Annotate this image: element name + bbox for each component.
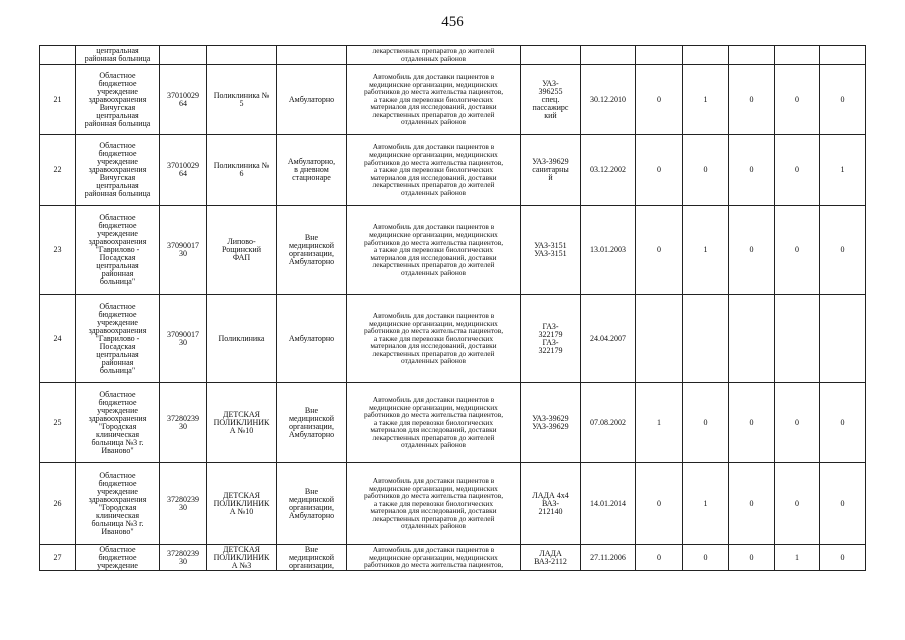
value-cell [729, 295, 775, 383]
service-type-cell: Вне медицинской организации, Амбулаторно [277, 383, 347, 463]
unit-cell: ДЕТСКАЯ ПОЛИКЛИНИК А №3 [207, 545, 277, 571]
service-type-cell [277, 46, 347, 65]
value-cell: 0 [729, 65, 775, 135]
row-number-cell: 23 [40, 206, 76, 295]
value-cell: 0 [729, 206, 775, 295]
value-cell [636, 295, 683, 383]
value-cell [820, 295, 866, 383]
code-cell: 37280239 30 [160, 383, 207, 463]
value-cell: 1 [683, 65, 729, 135]
row-number-cell: 21 [40, 65, 76, 135]
value-cell [683, 295, 729, 383]
service-type-cell: Амбулаторно, в дневном стационаре [277, 135, 347, 206]
purpose-cell: Автомобиль для доставки пациентов в медицинские организации, медицинских работников до места жительства пациентов, а также для перевозки биологических материалов для исследований, доставки лекарственных препаратов до жителей отдаленных районов [347, 65, 521, 135]
table-row [40, 545, 866, 571]
date-cell: 27.11.2006 [581, 545, 636, 571]
date-cell [581, 46, 636, 65]
value-cell: 0 [636, 463, 683, 545]
value-cell: 0 [775, 65, 820, 135]
value-cell: 1 [683, 206, 729, 295]
organization-cell: центральная районная больница [76, 46, 160, 65]
value-cell: 1 [636, 383, 683, 463]
service-type-cell: Вне медицинской организации, [277, 545, 347, 571]
organization-cell: Областное бюджетное учреждение здравоохранения Вичугская центральная районная больница [76, 135, 160, 206]
vehicle-cell: ГАЗ- 322179 ГАЗ- 322179 [521, 295, 581, 383]
value-cell: 0 [820, 65, 866, 135]
service-type-cell: Вне медицинской организации, Амбулаторно [277, 206, 347, 295]
vehicle-cell: ЛАДА 4x4 ВАЗ- 212140 [521, 463, 581, 545]
row-number-cell: 22 [40, 135, 76, 206]
service-type-cell: Амбулаторно [277, 65, 347, 135]
purpose-cell: Автомобиль для доставки пациентов в медицинские организации, медицинских работников до места жительства пациентов, а также для перевозки биологических материалов для исследований, доставки лекарственных препаратов до жителей отдаленных районов [347, 463, 521, 545]
table-row [40, 65, 866, 135]
organization-cell: Областное бюджетное учреждение здравоохранения "Городская клиническая больница №3 г. Иваново" [76, 383, 160, 463]
code-cell: 37280239 30 [160, 463, 207, 545]
code-cell: 37010029 64 [160, 65, 207, 135]
date-cell: 07.08.2002 [581, 383, 636, 463]
organization-cell: Областное бюджетное учреждение здравоохранения "Гаврилово - Посадская центральная районная больница" [76, 206, 160, 295]
unit-cell: ДЕТСКАЯ ПОЛИКЛИНИК А №10 [207, 383, 277, 463]
value-cell: 0 [729, 135, 775, 206]
date-cell: 14.01.2014 [581, 463, 636, 545]
value-cell: 0 [820, 383, 866, 463]
value-cell [683, 46, 729, 65]
value-cell: 0 [636, 545, 683, 571]
value-cell: 0 [729, 545, 775, 571]
purpose-cell: Автомобиль для доставки пациентов в медицинские организации, медицинских работников до места жительства пациентов, [347, 545, 521, 571]
value-cell: 0 [729, 463, 775, 545]
vehicle-cell: УАЗ-39629 УАЗ-39629 [521, 383, 581, 463]
value-cell: 0 [683, 135, 729, 206]
value-cell: 0 [636, 65, 683, 135]
vehicle-cell: УАЗ-39629 санитарны й [521, 135, 581, 206]
code-cell [160, 46, 207, 65]
table-row [40, 295, 866, 383]
value-cell: 0 [820, 206, 866, 295]
unit-cell: Поликлиника [207, 295, 277, 383]
value-cell: 0 [775, 463, 820, 545]
table-row [40, 206, 866, 295]
purpose-cell: Автомобиль для доставки пациентов в медицинские организации, медицинских работников до места жительства пациентов, а также для перевозки биологических материалов для исследований, доставки лекарственных препаратов до жителей отдаленных районов [347, 383, 521, 463]
purpose-cell: лекарственных препаратов до жителей отдаленных районов [347, 46, 521, 65]
value-cell [775, 295, 820, 383]
row-number-cell: 24 [40, 295, 76, 383]
value-cell [820, 46, 866, 65]
value-cell: 1 [683, 463, 729, 545]
date-cell: 03.12.2002 [581, 135, 636, 206]
value-cell: 0 [636, 206, 683, 295]
value-cell: 1 [820, 135, 866, 206]
table-row [40, 135, 866, 206]
value-cell: 0 [820, 463, 866, 545]
unit-cell: Поликлиника № 5 [207, 65, 277, 135]
code-cell: 37010029 64 [160, 135, 207, 206]
unit-cell: Поликлиника № 6 [207, 135, 277, 206]
value-cell: 1 [775, 545, 820, 571]
page-number: 456 [441, 14, 464, 30]
table-row [40, 463, 866, 545]
value-cell: 0 [683, 545, 729, 571]
row-number-cell: 26 [40, 463, 76, 545]
date-cell: 30.12.2010 [581, 65, 636, 135]
date-cell: 24.04.2007 [581, 295, 636, 383]
value-cell: 0 [683, 383, 729, 463]
code-cell: 37090017 30 [160, 295, 207, 383]
code-cell: 37090017 30 [160, 206, 207, 295]
row-number-cell: 27 [40, 545, 76, 571]
unit-cell [207, 46, 277, 65]
value-cell: 0 [636, 135, 683, 206]
organization-cell: Областное бюджетное учреждение [76, 545, 160, 571]
unit-cell: Липово- Рощинский ФАП [207, 206, 277, 295]
value-cell: 0 [820, 545, 866, 571]
service-type-cell: Вне медицинской организации, Амбулаторно [277, 463, 347, 545]
value-cell [636, 46, 683, 65]
purpose-cell: Автомобиль для доставки пациентов в медицинские организации, медицинских работников до места жительства пациентов, а также для перевозки биологических материалов для исследований, доставки лекарственных препаратов до жителей отдаленных районов [347, 206, 521, 295]
date-cell: 13.01.2003 [581, 206, 636, 295]
table-row-partial [40, 46, 866, 65]
value-cell: 0 [775, 135, 820, 206]
organization-cell: Областное бюджетное учреждение здравоохранения "Городская клиническая больница №3 г. Иваново" [76, 463, 160, 545]
value-cell [729, 46, 775, 65]
organization-cell: Областное бюджетное учреждение здравоохранения Вичугская центральная районная больница [76, 65, 160, 135]
purpose-cell: Автомобиль для доставки пациентов в медицинские организации, медицинских работников до места жительства пациентов, а также для перевозки биологических материалов для исследований, доставки лекарственных препаратов до жителей отдаленных районов [347, 135, 521, 206]
purpose-cell: Автомобиль для доставки пациентов в медицинские организации, медицинских работников до места жительства пациентов, а также для перевозки биологических материалов для исследований, доставки лекарственных препаратов до жителей отдаленных районов [347, 295, 521, 383]
vehicle-cell: УАЗ-3151 УАЗ-3151 [521, 206, 581, 295]
value-cell: 0 [775, 383, 820, 463]
organization-cell: Областное бюджетное учреждение здравоохранения "Гаврилово - Посадская центральная районная больница" [76, 295, 160, 383]
table-row [40, 383, 866, 463]
service-type-cell: Амбулаторно [277, 295, 347, 383]
unit-cell: ДЕТСКАЯ ПОЛИКЛИНИК А №10 [207, 463, 277, 545]
code-cell: 37280239 30 [160, 545, 207, 571]
row-number-cell: 25 [40, 383, 76, 463]
value-cell: 0 [729, 383, 775, 463]
value-cell: 0 [775, 206, 820, 295]
row-number-cell [40, 46, 76, 65]
vehicle-cell: УАЗ- 396255 спец. пассажирс кий [521, 65, 581, 135]
vehicle-cell: ЛАДА ВАЗ-2112 [521, 545, 581, 571]
vehicle-cell [521, 46, 581, 65]
value-cell [775, 46, 820, 65]
vehicle-register-table [39, 45, 866, 571]
